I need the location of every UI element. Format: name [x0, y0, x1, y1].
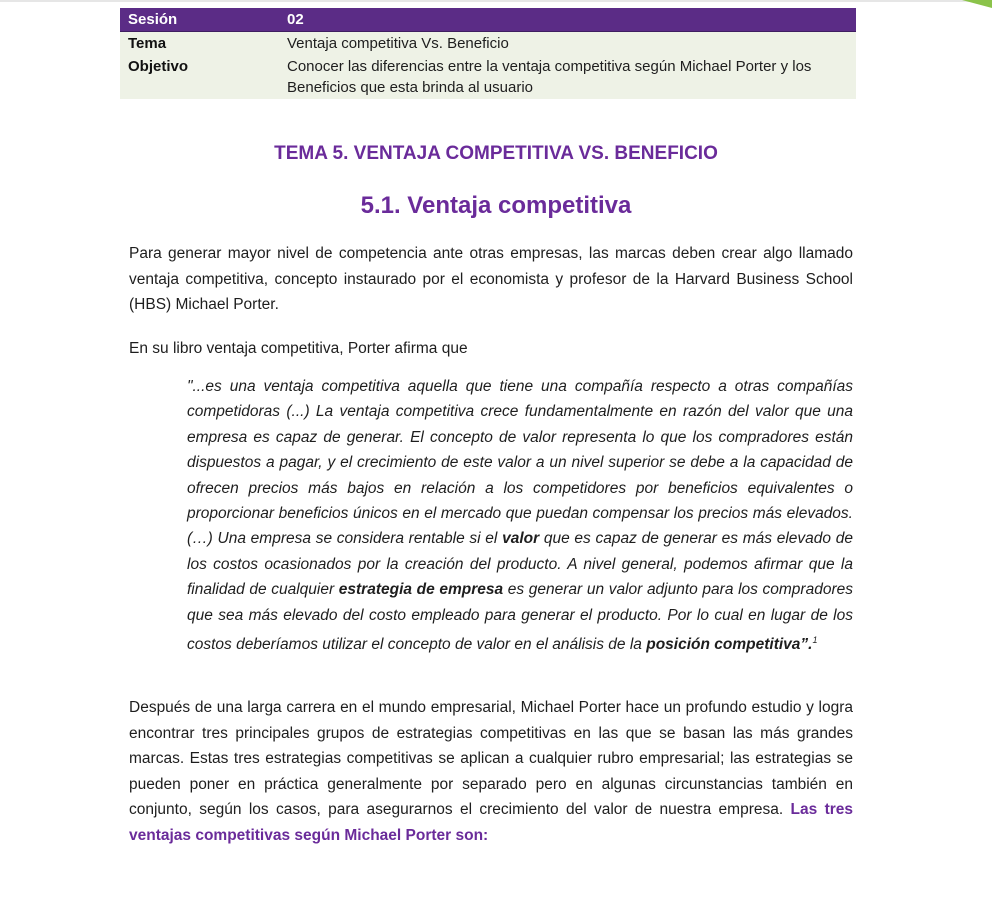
porter-quote [187, 374, 853, 658]
corner-decoration [962, 0, 992, 8]
quote-text: que es capaz de generar es más elevado de los costos ocasionados por la creación del producto. A nivel general, podemos afirmar que la finalidad de cualquier [187, 530, 853, 599]
table-row [120, 32, 856, 56]
paragraph-intro: Para generar mayor nivel de competencia ante otras empresas, las marcas deben crear algo llamado ventaja competitiva, concepto instaurado por el economista y profesor de la Harvard Business School (HBS) Michael Porter. [129, 245, 853, 313]
quote-text: "...es una ventaja competitiva aquella que tiene una compañía respecto a otras compañías competidoras (...) La ventaja competitiva crece fundamentalmente en razón del valor que una empresa es capaz de generar. El concepto de valor representa lo que los compradores están dispuestos a pagar, y el crecimiento de este valor a un nivel superior se debe a la capacidad de ofrecen precios más bajos en relación a los competidores por beneficios equivalentes o proporcionar beneficios únicos en el mercado que puedan compensar los precios más elevados. (…) Una empresa se considera rentable si el [187, 378, 853, 548]
paragraph-porter: En su libro ventaja competitiva, Porter afirma que [129, 340, 468, 357]
session-value: 02 [279, 8, 856, 32]
table-row [120, 55, 856, 99]
objetivo-value: Conocer las diferencias entre la ventaja competitiva según Michael Porter y los Beneficios que esta brinda al usuario [279, 55, 856, 99]
quote-bold-valor: valor [502, 530, 540, 548]
quote-bold-posicion: posición competitiva [646, 636, 801, 654]
table-row [120, 8, 856, 32]
top-rule [0, 0, 992, 2]
quote-bold-estrategia: estrategia de empresa [338, 581, 504, 599]
session-label: Sesión [120, 8, 279, 32]
footnote-marker: 1 [812, 635, 818, 646]
objetivo-label: Objetivo [120, 55, 279, 99]
quote-close: ”. [800, 636, 813, 654]
strategies-highlight: Las tres ventajas competitivas según Michael Porter son: [129, 801, 853, 844]
tema-value: Ventaja competitiva Vs. Beneficio [279, 32, 856, 56]
paragraph-strategies-text: Después de una larga carrera en el mundo empresarial, Michael Porter hace un profundo estudio y logra encontrar tres principales grupos de estrategias competitivas en las que se basan las más grandes marcas. Estas tres estrategias competitivas se aplican a cualquier rubro empresarial; las estrategias se pueden poner en práctica generalmente por separado pero en algunas circunstancias también en conjunto, según los casos, para asegurarnos el crecimiento del valor de nuestra empresa. [129, 699, 853, 818]
section-heading: 5.1. Ventaja competitiva [360, 192, 632, 219]
session-info-table [120, 8, 856, 99]
paragraph-strategies [129, 695, 853, 848]
tema-label: Tema [120, 32, 279, 56]
page-title: TEMA 5. VENTAJA COMPETITIVA VS. BENEFICIO [274, 143, 718, 164]
quote-text: es generar un valor adjunto para los compradores que sea más elevado del costo empleado para generar el producto. Por lo cual en lugar de los costos deberíamos utilizar el concepto de valor en el análisis de la [187, 581, 853, 654]
